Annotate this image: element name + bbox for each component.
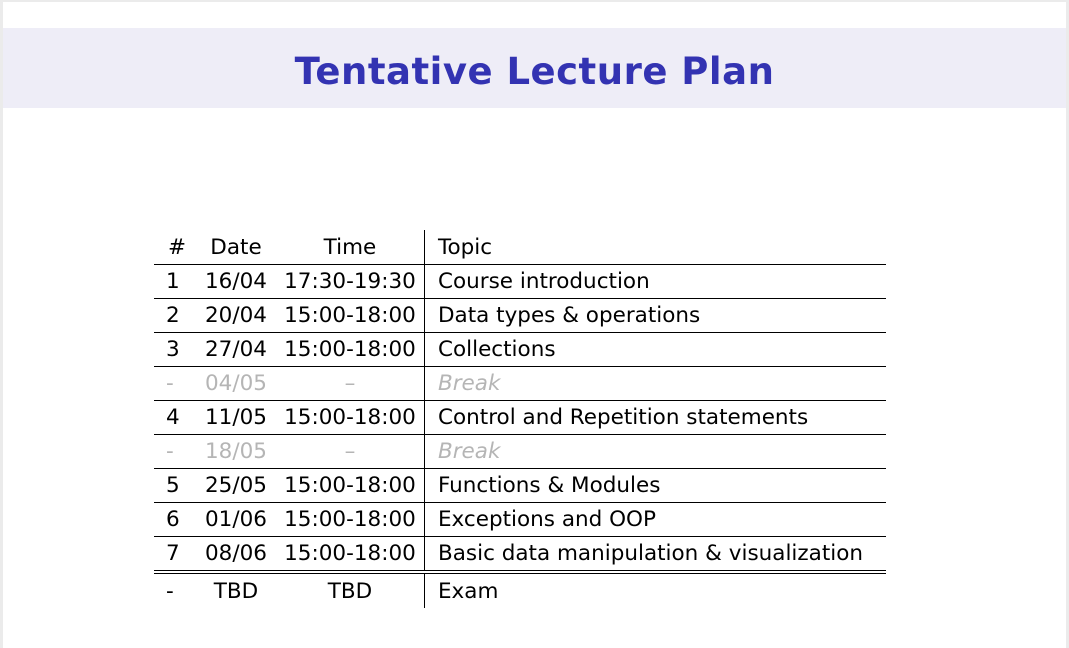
row-time: 15:00-18:00 xyxy=(276,299,425,333)
table-row xyxy=(154,333,886,367)
table-row xyxy=(154,537,886,573)
row-date: 18/05 xyxy=(196,435,276,469)
row-num: 1 xyxy=(154,265,196,299)
table-row xyxy=(154,469,886,503)
table-row xyxy=(154,503,886,537)
exam-time: TBD xyxy=(276,572,425,608)
header-date: Date xyxy=(210,234,262,260)
lecture-plan-table xyxy=(154,230,886,608)
row-topic: Break xyxy=(424,367,886,401)
exam-num: - xyxy=(154,572,196,608)
table-row xyxy=(154,299,886,333)
row-date: 08/06 xyxy=(196,537,276,573)
table-row xyxy=(154,265,886,299)
exam-row xyxy=(154,572,886,608)
row-topic: Collections xyxy=(424,333,886,367)
row-time: 15:00-18:00 xyxy=(276,401,425,435)
row-num: 5 xyxy=(154,469,196,503)
row-date: 11/05 xyxy=(196,401,276,435)
row-time: 15:00-18:00 xyxy=(276,469,425,503)
header-time: Time xyxy=(323,234,377,260)
header-topic: Topic xyxy=(424,230,886,265)
row-topic: Course introduction xyxy=(424,265,886,299)
exam-topic: Exam xyxy=(424,572,886,608)
row-date: 04/05 xyxy=(196,367,276,401)
header-num: # xyxy=(168,234,187,260)
row-topic: Functions & Modules xyxy=(424,469,886,503)
row-num: - xyxy=(154,435,196,469)
row-num: 2 xyxy=(154,299,196,333)
row-topic: Break xyxy=(424,435,886,469)
row-num: 6 xyxy=(154,503,196,537)
row-time: 15:00-18:00 xyxy=(276,503,425,537)
row-date: 25/05 xyxy=(196,469,276,503)
row-num: - xyxy=(154,367,196,401)
table-header-row xyxy=(154,230,886,265)
row-topic: Exceptions and OOP xyxy=(424,503,886,537)
table-row xyxy=(154,401,886,435)
row-topic: Basic data manipulation & visualization xyxy=(424,537,886,573)
row-time: 17:30-19:30 xyxy=(276,265,425,299)
row-topic: Data types & operations xyxy=(424,299,886,333)
row-date: 16/04 xyxy=(196,265,276,299)
row-date: 01/06 xyxy=(196,503,276,537)
row-time: – xyxy=(276,435,425,469)
row-date: 27/04 xyxy=(196,333,276,367)
row-num: 3 xyxy=(154,333,196,367)
break-row xyxy=(154,435,886,469)
slide xyxy=(3,2,1066,648)
exam-date: TBD xyxy=(196,572,276,608)
row-date: 20/04 xyxy=(196,299,276,333)
row-time: – xyxy=(276,367,425,401)
row-time: 15:00-18:00 xyxy=(276,537,425,573)
break-row xyxy=(154,367,886,401)
row-topic: Control and Repetition statements xyxy=(424,401,886,435)
title-bar xyxy=(3,28,1066,108)
row-num: 7 xyxy=(154,537,196,573)
row-time: 15:00-18:00 xyxy=(276,333,425,367)
slide-title: Tentative Lecture Plan xyxy=(294,50,775,93)
row-num: 4 xyxy=(154,401,196,435)
